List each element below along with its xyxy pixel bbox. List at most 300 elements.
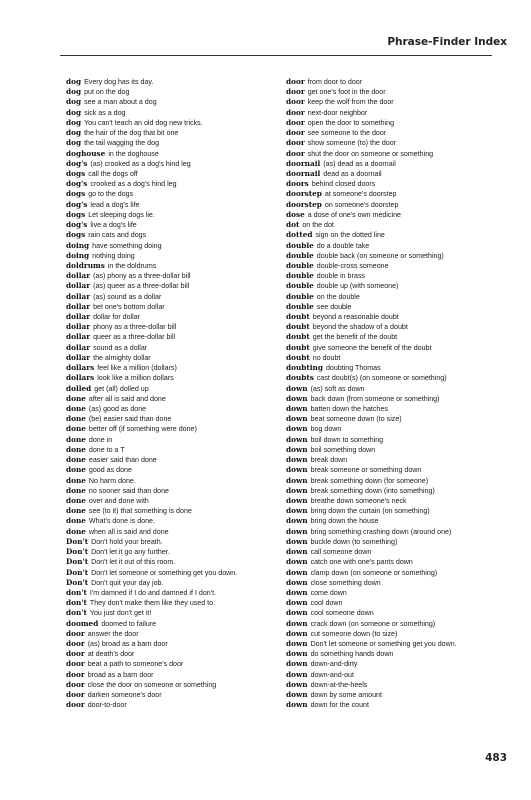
index-entry — [286, 639, 498, 649]
index-phrase: down for the count — [310, 701, 369, 710]
index-phrase: beat a path to someone's door — [87, 660, 184, 669]
index-phrase: give someone the benefit of the doubt — [312, 343, 432, 352]
index-entry — [286, 118, 498, 128]
index-entry — [66, 588, 278, 598]
index-phrase: in the doldrums — [107, 261, 157, 270]
index-keyword: done — [66, 495, 86, 505]
index-phrase: after all is said and done — [88, 394, 166, 403]
index-keyword: door — [286, 77, 305, 86]
index-phrase: do a double take — [316, 241, 370, 250]
index-entry — [66, 435, 278, 445]
index-keyword: down — [286, 649, 308, 659]
index-entry — [66, 659, 278, 669]
index-phrase: bet one's bottom dollar — [93, 302, 165, 311]
index-entry — [286, 384, 498, 394]
index-phrase: They don't make them like they used to. — [89, 599, 216, 608]
index-keyword: dollars — [66, 363, 95, 373]
index-keyword: done — [66, 444, 86, 454]
index-phrase: bring down the curtain (on something) — [310, 507, 430, 516]
index-keyword: dose — [286, 209, 305, 219]
index-keyword: doghouse — [66, 148, 106, 158]
index-entry — [286, 414, 498, 424]
index-phrase: at someone's doorstep — [324, 190, 397, 199]
index-entry — [66, 578, 278, 588]
index-entry — [286, 394, 498, 404]
index-keyword: down — [286, 475, 308, 485]
index-keyword: door — [286, 138, 305, 148]
index-entry — [286, 455, 498, 465]
index-phrase: I'm damned if I do and damned if I don't. — [89, 588, 217, 597]
index-phrase: Don't let it out of this room. — [91, 558, 176, 567]
index-phrase: crack down (on someone or something) — [310, 619, 436, 628]
index-keyword: down — [286, 526, 308, 536]
index-phrase: down-at-the-heels — [310, 680, 368, 689]
index-keyword: dollars — [66, 373, 95, 383]
index-entry — [66, 169, 278, 179]
index-phrase: dollar for dollar — [93, 313, 141, 322]
index-phrase: batten down the hatches — [310, 405, 388, 413]
index-entry — [286, 108, 498, 118]
index-keyword: door — [66, 690, 85, 700]
index-phrase: on the dot — [302, 221, 334, 230]
index-keyword: double — [286, 250, 314, 260]
index-phrase: go to the dogs — [88, 190, 134, 199]
index-keyword: dog — [66, 117, 82, 127]
index-entry — [286, 261, 498, 271]
index-keyword: don't — [66, 608, 87, 618]
index-keyword: doing — [66, 240, 90, 250]
index-phrase: broad as a barn door — [87, 670, 154, 679]
index-phrase: down by some amount — [310, 691, 382, 700]
index-entry — [286, 516, 498, 526]
index-entry — [66, 77, 278, 87]
index-phrase: break something down (for someone) — [310, 476, 429, 485]
index-entry — [66, 486, 278, 496]
index-keyword: down — [286, 485, 308, 495]
index-entry — [66, 629, 278, 639]
index-phrase: shut the door on someone or something — [307, 149, 434, 158]
index-keyword: down — [286, 598, 308, 608]
index-entry — [286, 608, 498, 618]
index-keyword: down — [286, 577, 308, 587]
index-entry — [286, 312, 498, 322]
index-phrase: boil something down — [310, 445, 376, 454]
index-keyword: dollar — [66, 342, 91, 352]
index-entry — [66, 281, 278, 291]
index-keyword: door — [66, 700, 85, 710]
index-phrase: cast doubt(s) (on someone or something) — [316, 374, 447, 383]
index-phrase: break down — [310, 456, 348, 465]
index-entry — [66, 394, 278, 404]
index-phrase: clamp down (on someone or something) — [310, 568, 438, 577]
index-phrase: rain cats and dogs — [88, 231, 147, 240]
index-phrase: answer the door — [87, 629, 139, 638]
index-phrase: from door to door — [307, 78, 363, 86]
index-entry — [286, 353, 498, 363]
index-entry — [66, 220, 278, 230]
index-keyword: down — [286, 628, 308, 638]
index-entry — [286, 619, 498, 629]
index-keyword: doubt — [286, 332, 310, 342]
index-keyword: down — [286, 587, 308, 597]
index-keyword: dog's — [66, 220, 88, 230]
index-entry — [66, 353, 278, 363]
index-phrase: No harm done. — [88, 476, 136, 485]
index-phrase: beyond the shadow of a doubt — [312, 323, 408, 332]
index-entry — [286, 363, 498, 373]
index-keyword: door — [286, 128, 305, 138]
index-phrase: see a man about a dog — [84, 98, 157, 107]
index-phrase: down-and-dirty — [310, 660, 358, 669]
index-phrase: in the doghouse — [108, 149, 159, 158]
index-entry — [66, 404, 278, 414]
index-phrase: catch one with one's pants down — [310, 558, 413, 567]
index-phrase: beat someone down (to size) — [310, 415, 402, 424]
index-entry — [286, 343, 498, 353]
index-entry — [286, 445, 498, 455]
index-phrase: sign on the dotted line — [315, 231, 385, 240]
index-phrase: a dose of one's own medicine — [307, 210, 401, 219]
index-entry — [66, 527, 278, 537]
index-phrase: double up (with someone) — [316, 282, 399, 291]
index-entry — [66, 97, 278, 107]
index-keyword: door — [66, 649, 85, 659]
index-entry — [66, 241, 278, 251]
index-entry — [286, 527, 498, 537]
index-keyword: dog's — [66, 199, 88, 209]
index-keyword: dog — [66, 77, 82, 86]
index-keyword: doornail — [286, 168, 321, 178]
index-entry — [286, 629, 498, 639]
index-keyword: down — [286, 547, 308, 557]
header-rule — [60, 55, 492, 56]
index-keyword: door — [66, 639, 85, 649]
index-keyword: doornail — [286, 158, 321, 168]
index-entry — [286, 179, 498, 189]
index-entry — [286, 128, 498, 138]
index-phrase: feel like a million (dollars) — [97, 364, 177, 373]
index-entry — [66, 445, 278, 455]
index-entry — [66, 210, 278, 220]
index-phrase: crooked as a dog's hind leg — [90, 180, 177, 189]
index-entry — [286, 598, 498, 608]
index-keyword: down — [286, 536, 308, 546]
index-keyword: door — [286, 117, 305, 127]
index-keyword: doubts — [286, 373, 314, 383]
index-phrase: call the dogs off — [88, 169, 138, 178]
index-keyword: dotted — [286, 230, 313, 240]
index-keyword: door — [286, 97, 305, 107]
index-phrase: bring something crashing down (around one) — [310, 527, 452, 536]
index-keyword: down — [286, 465, 308, 475]
index-keyword: door — [66, 659, 85, 669]
index-keyword: door — [66, 628, 85, 638]
index-entry — [286, 557, 498, 567]
index-phrase: see double — [316, 302, 352, 311]
index-phrase: boil down to something — [310, 435, 384, 444]
index-entry — [66, 373, 278, 383]
index-keyword: down — [286, 690, 308, 700]
index-entry — [66, 118, 278, 128]
index-entry — [286, 649, 498, 659]
index-keyword: done — [66, 414, 86, 424]
index-keyword: done — [66, 455, 86, 465]
index-keyword: doing — [66, 250, 90, 260]
index-keyword: Don't — [66, 547, 89, 557]
index-phrase: no sooner said than done — [88, 486, 169, 495]
page-number: 483 — [485, 752, 507, 764]
index-entry — [286, 159, 498, 169]
index-phrase: sound as a dollar — [93, 343, 148, 352]
index-entry — [286, 568, 498, 578]
index-phrase: have something doing — [92, 241, 162, 250]
index-keyword: dog — [66, 97, 82, 107]
index-keyword: doomed — [66, 618, 99, 628]
index-phrase: double back (on someone or something) — [316, 251, 444, 260]
index-keyword: dollar — [66, 332, 91, 342]
index-keyword: down — [286, 383, 308, 393]
index-entry — [66, 128, 278, 138]
index-phrase: close something down — [310, 578, 381, 587]
index-keyword: dot — [286, 220, 300, 230]
index-phrase: cool someone down — [310, 609, 374, 618]
index-entry — [286, 537, 498, 547]
index-entry — [286, 435, 498, 445]
index-keyword: doors — [286, 179, 309, 189]
index-keyword: doubt — [286, 312, 310, 322]
index-keyword: door — [286, 107, 305, 117]
index-keyword: dollar — [66, 301, 91, 311]
index-column-left — [66, 77, 278, 711]
index-keyword: dog — [66, 138, 82, 148]
index-keyword: double — [286, 281, 314, 291]
index-phrase: (as) sound as a dollar — [93, 292, 162, 301]
index-phrase: get one's foot in the door — [307, 88, 386, 97]
index-entry — [286, 496, 498, 506]
index-keyword: done — [66, 465, 86, 475]
index-keyword: dog's — [66, 179, 88, 189]
index-phrase: good as done — [88, 466, 132, 475]
index-entry — [66, 322, 278, 332]
index-keyword: done — [66, 434, 86, 444]
index-phrase: (as) broad as a barn door — [87, 640, 168, 649]
index-entry — [66, 179, 278, 189]
index-phrase: back down (from someone or something) — [310, 394, 440, 403]
index-phrase: live a dog's life — [90, 221, 137, 230]
index-phrase: Don't let it go any further. — [91, 548, 170, 557]
index-entry — [66, 455, 278, 465]
index-phrase: darken someone's door — [87, 691, 162, 700]
index-phrase: (as) soft as down — [310, 384, 365, 393]
index-keyword: down — [286, 506, 308, 516]
index-entry — [286, 578, 498, 588]
index-entry — [66, 312, 278, 322]
index-entry — [286, 220, 498, 230]
index-keyword: down — [286, 404, 308, 413]
index-entry — [286, 506, 498, 516]
index-phrase: cut someone down (to size) — [310, 629, 398, 638]
index-entry — [66, 424, 278, 434]
index-entry — [66, 138, 278, 148]
index-entry — [66, 251, 278, 261]
index-keyword: down — [286, 669, 308, 679]
index-entry — [66, 414, 278, 424]
index-phrase: close the door on someone or something — [87, 680, 217, 689]
index-phrase: Don't let someone or something get you down. — [310, 640, 457, 649]
index-keyword: Don't — [66, 567, 89, 577]
index-keyword: down — [286, 700, 308, 710]
index-entry — [286, 476, 498, 486]
index-phrase: breathe down someone's neck — [310, 496, 407, 505]
index-phrase: see someone to the door — [307, 129, 387, 138]
index-keyword: dollar — [66, 312, 91, 322]
index-phrase: (as) good as done — [88, 405, 147, 413]
index-phrase: on the double — [316, 292, 360, 301]
index-entry — [66, 363, 278, 373]
index-keyword: down — [286, 639, 308, 649]
index-entry — [66, 639, 278, 649]
index-phrase: break something down (into something) — [310, 486, 435, 495]
index-phrase: the tail wagging the dog — [84, 139, 160, 148]
index-phrase: queer as a three-dollar bill — [93, 333, 176, 342]
index-keyword: down — [286, 608, 308, 618]
index-entry — [286, 149, 498, 159]
index-keyword: don't — [66, 587, 87, 597]
index-entry — [286, 189, 498, 199]
index-entry — [286, 169, 498, 179]
index-phrase: better off (if something were done) — [88, 425, 197, 434]
index-keyword: dollar — [66, 291, 91, 301]
index-phrase: come down — [310, 588, 347, 597]
index-entry — [286, 424, 498, 434]
index-keyword: dogs — [66, 189, 86, 199]
index-phrase: bog down — [310, 425, 342, 434]
index-keyword: down — [286, 618, 308, 628]
index-entry — [66, 87, 278, 97]
index-keyword: dollar — [66, 271, 91, 281]
index-entry — [286, 292, 498, 302]
index-phrase: Don't hold your breath. — [91, 537, 163, 546]
index-keyword: down — [286, 393, 308, 403]
index-entry — [286, 588, 498, 598]
index-phrase: double-cross someone — [316, 261, 389, 270]
index-entry — [286, 680, 498, 690]
index-phrase: You just don't get it! — [89, 609, 152, 618]
index-entry — [66, 465, 278, 475]
index-keyword: doubt — [286, 322, 310, 332]
index-phrase: open the door to something — [307, 118, 395, 127]
index-entry — [66, 159, 278, 169]
index-keyword: done — [66, 404, 86, 413]
index-phrase: get (all) dolled up — [94, 384, 149, 393]
index-entry — [66, 670, 278, 680]
index-entry — [286, 77, 498, 87]
index-phrase: at death's door — [87, 650, 135, 659]
index-entry — [286, 465, 498, 475]
index-phrase: (as) queer as a three-dollar bill — [93, 282, 190, 291]
index-keyword: down — [286, 659, 308, 669]
index-phrase: get the benefit of the doubt — [312, 333, 398, 342]
index-keyword: dog's — [66, 158, 88, 168]
index-phrase: when all is said and done — [88, 527, 169, 536]
index-keyword: dollar — [66, 322, 91, 332]
index-keyword: down — [286, 516, 308, 526]
index-entry — [286, 404, 498, 414]
index-entry — [66, 680, 278, 690]
index-keyword: done — [66, 424, 86, 434]
index-keyword: door — [286, 87, 305, 97]
index-keyword: done — [66, 506, 86, 516]
index-phrase: You can't teach an old dog new tricks. — [84, 118, 203, 127]
index-entry — [286, 251, 498, 261]
index-keyword: dolled — [66, 383, 92, 393]
running-header: Phrase-Finder Index — [387, 36, 507, 48]
index-phrase: (as) crooked as a dog's hind leg — [90, 159, 191, 168]
index-entry — [66, 230, 278, 240]
index-keyword: dog — [66, 107, 82, 117]
index-entry — [286, 271, 498, 281]
index-keyword: dogs — [66, 168, 86, 178]
index-keyword: down — [286, 424, 308, 434]
index-phrase: Let sleeping dogs lie. — [88, 210, 155, 219]
index-entry — [66, 189, 278, 199]
index-keyword: double — [286, 240, 314, 250]
index-keyword: done — [66, 475, 86, 485]
index-keyword: doubt — [286, 352, 310, 362]
index-keyword: dog — [66, 128, 82, 138]
index-keyword: done — [66, 516, 86, 526]
index-keyword: dollar — [66, 352, 91, 362]
index-keyword: doubt — [286, 342, 310, 352]
index-entry — [66, 619, 278, 629]
index-entry — [286, 690, 498, 700]
index-phrase: done to a T — [88, 445, 125, 454]
index-keyword: doorstep — [286, 189, 322, 199]
index-entry — [286, 210, 498, 220]
index-phrase: nothing doing — [92, 251, 135, 260]
index-keyword: door — [66, 669, 85, 679]
index-entry — [286, 230, 498, 240]
index-phrase: (as) dead as a doornail — [323, 159, 396, 168]
index-entry — [286, 659, 498, 669]
index-keyword: double — [286, 260, 314, 270]
index-keyword: down — [286, 455, 308, 465]
index-entry — [66, 149, 278, 159]
index-entry — [66, 261, 278, 271]
index-entry — [286, 138, 498, 148]
index-phrase: door-to-door — [87, 701, 127, 710]
index-phrase: call someone down — [310, 548, 372, 557]
index-phrase: Don't quit your day job. — [91, 578, 164, 587]
index-keyword: done — [66, 485, 86, 495]
index-keyword: down — [286, 679, 308, 689]
index-entry — [66, 537, 278, 547]
index-phrase: cool down — [310, 599, 343, 608]
index-phrase: keep the wolf from the door — [307, 98, 394, 107]
index-entry — [66, 557, 278, 567]
index-phrase: down-and-out — [310, 670, 354, 679]
index-entry — [286, 486, 498, 496]
index-entry — [286, 200, 498, 210]
index-phrase: see (to it) that something is done — [88, 507, 192, 516]
index-phrase: phony as a three-dollar bill — [93, 323, 177, 332]
index-phrase: next-door neighbor — [307, 108, 368, 117]
index-phrase: beyond a reasonable doubt — [312, 313, 399, 322]
index-keyword: dogs — [66, 209, 86, 219]
index-entry — [286, 670, 498, 680]
index-entry — [66, 292, 278, 302]
index-phrase: buckle down (to something) — [310, 537, 398, 546]
